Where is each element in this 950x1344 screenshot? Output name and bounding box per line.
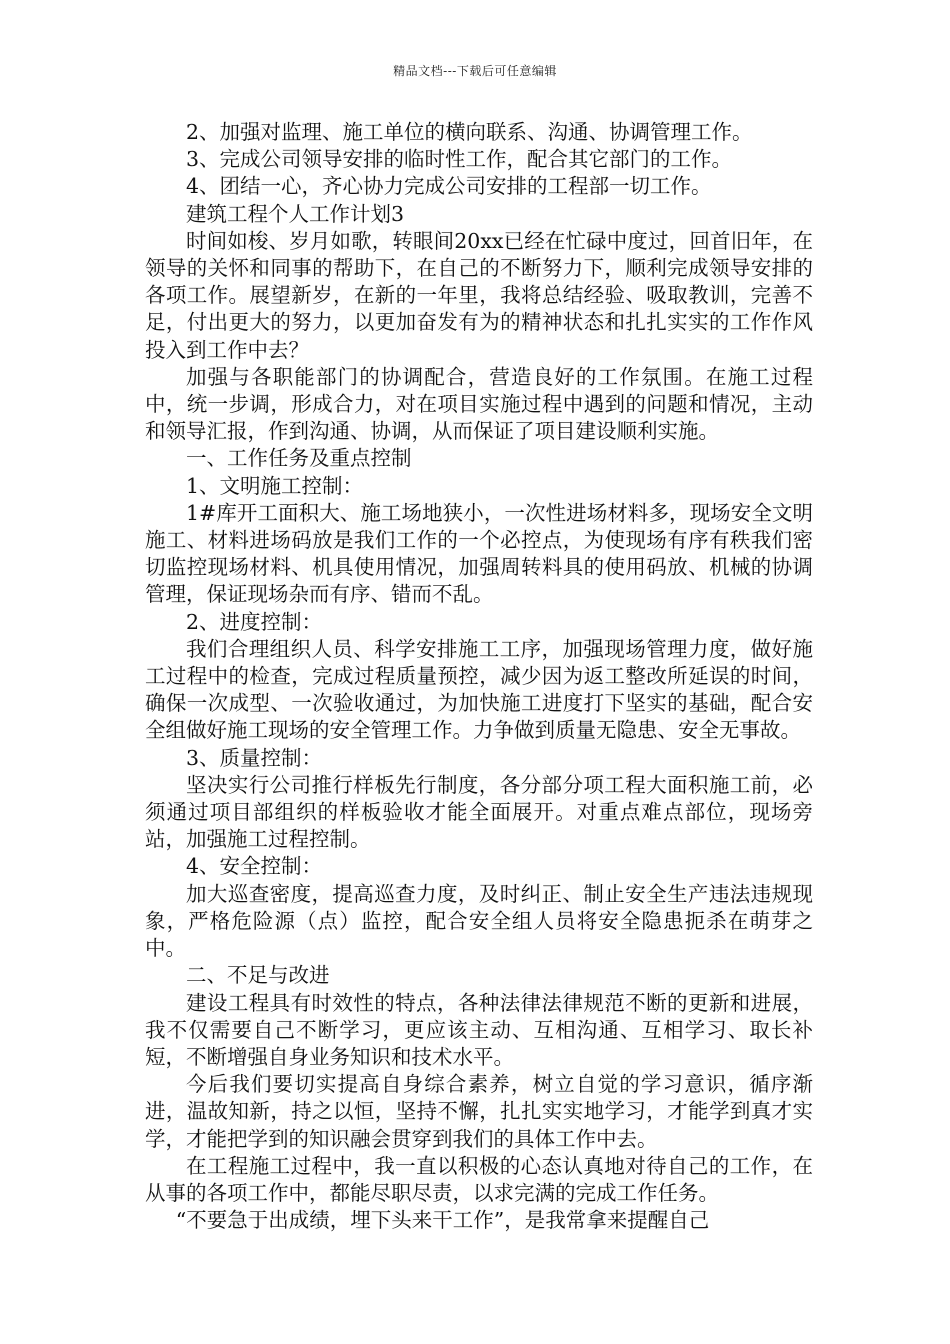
section-title: 建筑工程个人工作计划3 <box>186 201 405 226</box>
document-body <box>145 119 813 1234</box>
body-paragraph: “不要急于出成绩，埋下头来干工作”，是我常拿来提醒自己 <box>175 1208 710 1233</box>
section-heading: 一、工作任务及重点控制 <box>186 446 412 471</box>
body-paragraph: 坚决实行公司推行样板先行制度，各分部分项工程大面积施工前，必须通过项目部组织的样板验收才能全面展开。对重点难点部位，现场旁站，加强施工过程控制。 <box>145 772 813 852</box>
section-heading: 二、不足与改进 <box>186 963 330 988</box>
body-paragraph: 我们合理组织人员、科学安排施工工序，加强现场管理力度，做好施工过程中的检查，完成过程质量预控，减少因为返工整改所延误的时间，确保一次成型、一次验收通过，为加快施工进度打下坚实的基础，配合安全组做好施工现场的安全管理工作。力争做到质量无隐患、安全无事故。 <box>145 636 813 743</box>
subsection-heading: 1、文明施工控制： <box>186 473 364 498</box>
body-paragraph: 在工程施工过程中，我一直以积极的心态认真地对待自己的工作，在从事的各项工作中，都能尽职尽责，以求完满的完成工作任务。 <box>145 1153 813 1205</box>
list-item: 4、团结一心，齐心协力完成公司安排的工程部一切工作。 <box>186 174 712 199</box>
list-item: 2、加强对监理、施工单位的横向联系、沟通、协调管理工作。 <box>186 120 753 144</box>
subsection-heading: 3、质量控制： <box>186 745 323 770</box>
subsection-heading: 4、安全控制： <box>186 854 323 879</box>
page-header: 精品文档---下载后可任意编辑 <box>393 64 557 78</box>
list-item: 3、完成公司领导安排的临时性工作，配合其它部门的工作。 <box>186 147 733 172</box>
body-paragraph: 今后我们要切实提高自身综合素养，树立自觉的学习意识，循序渐进，温故知新，持之以恒，坚持不懈，扎扎实实地学习，才能学到真才实学，才能把学到的知识融会贯穿到我们的具体工作中去。 <box>145 1072 813 1151</box>
body-paragraph: 时间如梭、岁月如歌，转眼间20xx已经在忙碌中度过，回首旧年，在领导的关怀和同事的帮助下，在自己的不断努力下，顺利完成领导安排的各项工作。展望新岁，在新的一年里，我将总结经验、吸取教训，完善不足，付出更大的努力，以更加奋发有为的精神状态和扎扎实实的工作作风投入到工作中去？ <box>145 228 813 362</box>
body-paragraph: 建设工程具有时效性的特点，各种法律法律规范不断的更新和进展，我不仅需要自己不断学习，更应该主动、互相沟通、互相学习、取长补短，不断增强自身业务知识和技术水平。 <box>145 990 813 1069</box>
body-paragraph: 加强与各职能部门的协调配合，营造良好的工作氛围。在施工过程中，统一步调，形成合力，对在项目实施过程中遇到的问题和情况，主动和领导汇报，作到沟通、协调，从而保证了项目建设顺利实施。 <box>145 364 813 444</box>
subsection-heading: 2、进度控制： <box>186 609 323 634</box>
body-paragraph: 加大巡查密度，提高巡查力度，及时纠正、制止安全生产违法违规现象，严格危险源（点）监控，配合安全组人员将安全隐患扼杀在萌芽之中。 <box>145 881 813 961</box>
body-paragraph: 1#库开工面积大、施工场地狭小，一次性进场材料多，现场安全文明施工、材料进场码放是我们工作的一个必控点，为使现场有序有秩我们密切监控现场材料、机具使用情况，加强周转料具的使用码放、机械的协调管理，保证现场杂而有序、错而不乱。 <box>145 500 813 607</box>
